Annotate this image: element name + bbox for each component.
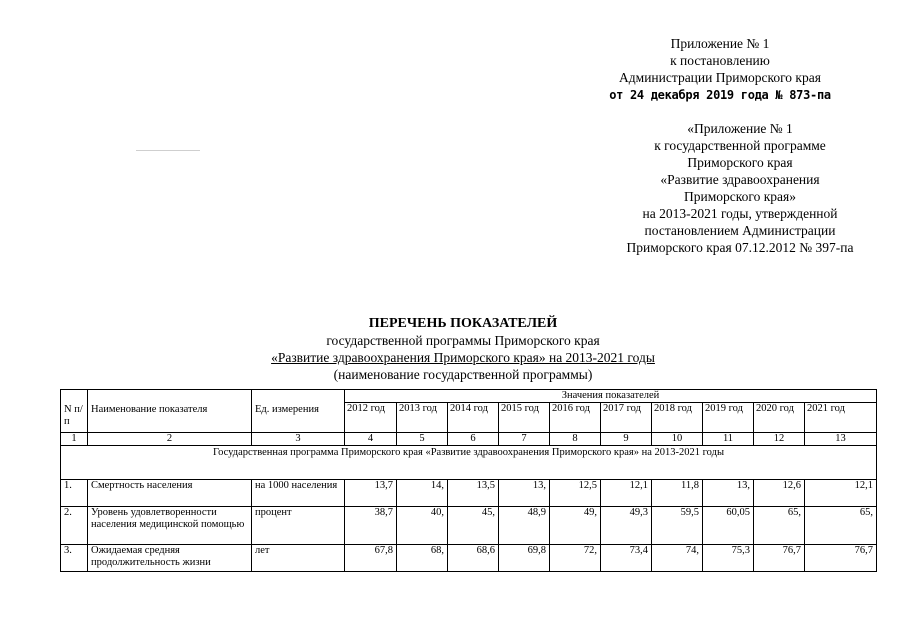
column-number: 9 [601, 433, 652, 446]
program-appendix-line: на 2013-2021 годы, утвержденной [642, 206, 838, 221]
row-value: 60,05 [703, 507, 754, 545]
row-name: Смертность населения [88, 480, 252, 507]
row-value: 69,8 [499, 545, 550, 572]
row-value: 65, [805, 507, 877, 545]
table-row [61, 545, 877, 572]
column-number: 6 [448, 433, 499, 446]
row-value: 45, [448, 507, 499, 545]
column-number: 12 [754, 433, 805, 446]
program-appendix-line: Приморского края» [684, 189, 796, 204]
program-row [61, 446, 877, 480]
program-name: «Развитие здравоохранения Приморского края» на 2013-2021 годы [271, 350, 655, 365]
document-heading: ПЕРЕЧЕНЬ ПОКАЗАТЕЛЕЙ [368, 316, 558, 331]
row-value: 40, [397, 507, 448, 545]
column-number-row [61, 433, 877, 446]
row-value: 49,3 [601, 507, 652, 545]
row-value: 72, [550, 545, 601, 572]
header-unit: Ед. измерения [252, 390, 345, 433]
row-value: 12,5 [550, 480, 601, 507]
column-number: 11 [703, 433, 754, 446]
column-number: 10 [652, 433, 703, 446]
header-year: 2017 год [601, 403, 652, 433]
header-year: 2014 год [448, 403, 499, 433]
row-value: 68,6 [448, 545, 499, 572]
row-value: 75,3 [703, 545, 754, 572]
table-row [61, 480, 877, 507]
header-num: N п/п [61, 390, 88, 433]
row-value: 68, [397, 545, 448, 572]
header-year: 2018 год [652, 403, 703, 433]
row-name: Уровень удовлетворенности населения медицинской помощью [88, 507, 252, 545]
table-row [61, 507, 877, 545]
appendix-date-stamp: от 24 декабря 2019 года № 873-па [609, 88, 831, 102]
header-year: 2016 год [550, 403, 601, 433]
row-unit: процент [252, 507, 345, 545]
row-value: 76,7 [805, 545, 877, 572]
column-number: 7 [499, 433, 550, 446]
header-values-group: Значения показателей [345, 390, 877, 403]
row-unit: на 1000 населения [252, 480, 345, 507]
row-value: 13, [703, 480, 754, 507]
appendix-title: Приложение № 1 [670, 36, 770, 51]
row-value: 13,7 [345, 480, 397, 507]
row-value: 74, [652, 545, 703, 572]
row-value: 12,1 [601, 480, 652, 507]
header-name: Наименование показателя [88, 390, 252, 433]
program-appendix-line: постановлением Администрации [644, 223, 836, 238]
row-name: Ожидаемая средняя продолжительность жизни [88, 545, 252, 572]
column-number: 13 [805, 433, 877, 446]
row-value: 48,9 [499, 507, 550, 545]
program-appendix-line: Приморского края 07.12.2012 № 397-па [626, 240, 854, 255]
header-year: 2015 год [499, 403, 550, 433]
row-num: 2. [61, 507, 88, 545]
row-value: 14, [397, 480, 448, 507]
header-year: 2020 год [754, 403, 805, 433]
row-value: 38,7 [345, 507, 397, 545]
column-number: 2 [88, 433, 252, 446]
column-number: 4 [345, 433, 397, 446]
indicators-table [60, 389, 877, 572]
header-year: 2012 год [345, 403, 397, 433]
header-year: 2019 год [703, 403, 754, 433]
row-value: 13,5 [448, 480, 499, 507]
program-appendix-line: Приморского края [687, 155, 793, 170]
row-value: 65, [754, 507, 805, 545]
row-value: 13, [499, 480, 550, 507]
column-number: 8 [550, 433, 601, 446]
column-number: 1 [61, 433, 88, 446]
row-num: 3. [61, 545, 88, 572]
header-row [61, 390, 877, 403]
row-value: 49, [550, 507, 601, 545]
program-appendix-line: к государственной программе [654, 138, 826, 153]
row-value: 76,7 [754, 545, 805, 572]
program-appendix-line: «Приложение № 1 [687, 121, 793, 136]
header-year: 2013 год [397, 403, 448, 433]
row-value: 11,8 [652, 480, 703, 507]
row-num: 1. [61, 480, 88, 507]
program-appendix-line: «Развитие здравоохранения [660, 172, 820, 187]
row-value: 59,5 [652, 507, 703, 545]
document-subtitle: государственной программы Приморского края [326, 333, 600, 348]
column-number: 3 [252, 433, 345, 446]
program-row-title: Государственная программа Приморского края «Развитие здравоохранения Приморского края» на 2013-2021 годы [61, 446, 877, 480]
header-year: 2021 год [805, 403, 877, 433]
scan-mark [136, 150, 200, 151]
row-value: 73,4 [601, 545, 652, 572]
row-value: 67,8 [345, 545, 397, 572]
row-unit: лет [252, 545, 345, 572]
program-name-caption: (наименование государственной программы) [333, 367, 593, 382]
column-number: 5 [397, 433, 448, 446]
row-value: 12,6 [754, 480, 805, 507]
appendix-subtitle: к постановлению [670, 53, 770, 68]
row-value: 12,1 [805, 480, 877, 507]
appendix-authority: Администрации Приморского края [619, 70, 821, 85]
